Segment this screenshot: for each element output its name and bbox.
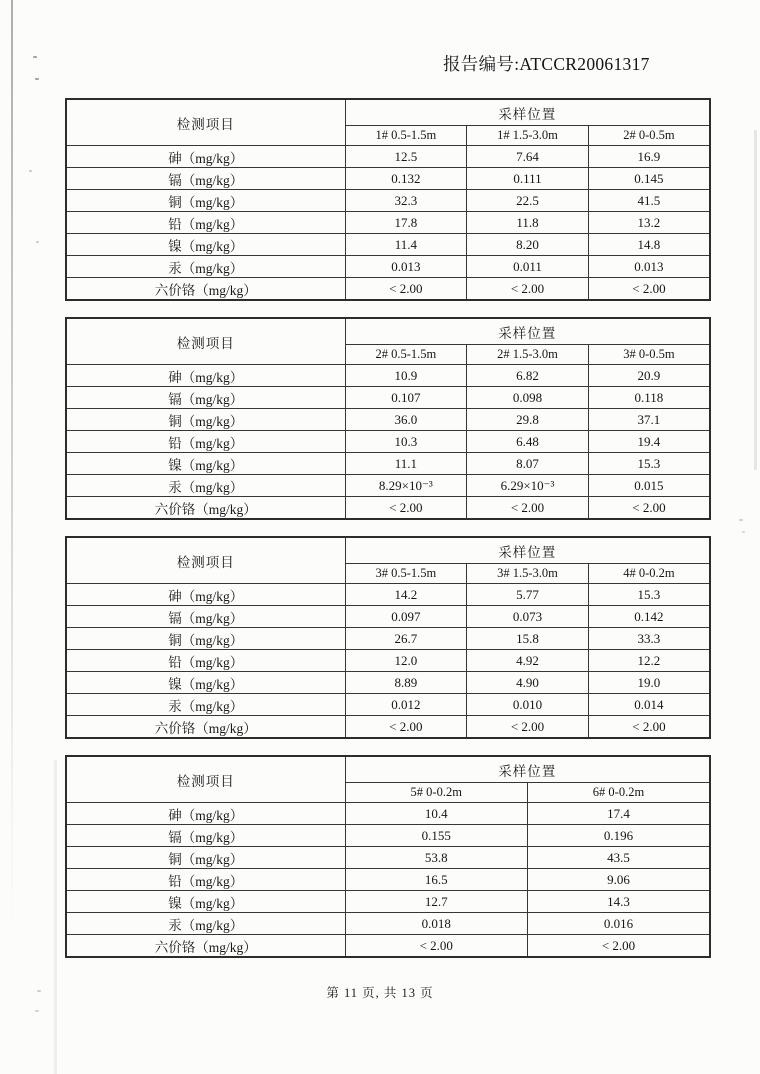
table-row bbox=[66, 212, 710, 234]
value-cell: 12.0 bbox=[345, 650, 467, 672]
value-cell: 32.3 bbox=[345, 190, 467, 212]
table-row bbox=[66, 146, 710, 168]
value-cell: 8.20 bbox=[467, 234, 589, 256]
value-cell: < 2.00 bbox=[467, 278, 589, 301]
scan-speck bbox=[37, 990, 41, 992]
value-cell: 10.4 bbox=[345, 803, 528, 825]
column-header-cell: 3# 0-0.5m bbox=[588, 345, 710, 365]
value-cell: 0.013 bbox=[588, 256, 710, 278]
value-cell: 15.8 bbox=[467, 628, 589, 650]
value-cell: < 2.00 bbox=[467, 716, 589, 739]
value-cell: 8.89 bbox=[345, 672, 467, 694]
location-header-cell: 采样位置 bbox=[345, 537, 710, 564]
scan-speck bbox=[35, 78, 39, 80]
value-cell: 7.64 bbox=[467, 146, 589, 168]
row-label-cell: 六价铬（mg/kg） bbox=[66, 716, 345, 739]
value-cell: 17.4 bbox=[528, 803, 711, 825]
value-cell: 0.016 bbox=[528, 913, 711, 935]
row-label-cell: 汞（mg/kg） bbox=[66, 913, 345, 935]
value-cell: < 2.00 bbox=[588, 497, 710, 520]
value-cell: 0.012 bbox=[345, 694, 467, 716]
table-row bbox=[66, 869, 710, 891]
value-cell: 12.5 bbox=[345, 146, 467, 168]
value-cell: 6.48 bbox=[467, 431, 589, 453]
table-row bbox=[66, 409, 710, 431]
scan-artifact-left-band bbox=[54, 760, 57, 1074]
row-label-cell: 镍（mg/kg） bbox=[66, 891, 345, 913]
value-cell: 9.06 bbox=[528, 869, 711, 891]
table-row bbox=[66, 628, 710, 650]
row-label-cell: 镍（mg/kg） bbox=[66, 234, 345, 256]
header-row bbox=[66, 537, 710, 564]
table-row bbox=[66, 387, 710, 409]
value-cell: < 2.00 bbox=[467, 497, 589, 520]
table-row bbox=[66, 584, 710, 606]
row-label-cell: 六价铬（mg/kg） bbox=[66, 278, 345, 301]
data-table-3 bbox=[65, 536, 711, 739]
value-cell: < 2.00 bbox=[528, 935, 711, 958]
value-cell: 4.92 bbox=[467, 650, 589, 672]
value-cell: < 2.00 bbox=[345, 278, 467, 301]
table-row bbox=[66, 497, 710, 520]
value-cell: 10.9 bbox=[345, 365, 467, 387]
row-label-cell: 铜（mg/kg） bbox=[66, 190, 345, 212]
value-cell: < 2.00 bbox=[345, 497, 467, 520]
table-row bbox=[66, 168, 710, 190]
column-header-cell: 1# 0.5-1.5m bbox=[345, 126, 467, 146]
row-label-cell: 砷（mg/kg） bbox=[66, 365, 345, 387]
table-row bbox=[66, 278, 710, 301]
row-label-cell: 镍（mg/kg） bbox=[66, 672, 345, 694]
item-header-cell: 检测项目 bbox=[66, 99, 345, 146]
table-row bbox=[66, 606, 710, 628]
value-cell: 0.073 bbox=[467, 606, 589, 628]
value-cell: 0.013 bbox=[345, 256, 467, 278]
value-cell: 22.5 bbox=[467, 190, 589, 212]
value-cell: 0.111 bbox=[467, 168, 589, 190]
value-cell: 53.8 bbox=[345, 847, 528, 869]
value-cell: 12.2 bbox=[588, 650, 710, 672]
row-label-cell: 镉（mg/kg） bbox=[66, 387, 345, 409]
row-label-cell: 铅（mg/kg） bbox=[66, 431, 345, 453]
value-cell: 5.77 bbox=[467, 584, 589, 606]
value-cell: < 2.00 bbox=[588, 278, 710, 301]
table-row bbox=[66, 256, 710, 278]
value-cell: 13.2 bbox=[588, 212, 710, 234]
table-row bbox=[66, 935, 710, 958]
row-label-cell: 铅（mg/kg） bbox=[66, 212, 345, 234]
scan-speck bbox=[742, 531, 745, 533]
column-header-cell: 3# 1.5-3.0m bbox=[467, 564, 589, 584]
value-cell: 8.29×10⁻³ bbox=[345, 475, 467, 497]
value-cell: 6.29×10⁻³ bbox=[467, 475, 589, 497]
value-cell: 12.7 bbox=[345, 891, 528, 913]
header-row bbox=[66, 99, 710, 126]
value-cell: 6.82 bbox=[467, 365, 589, 387]
value-cell: 15.3 bbox=[588, 453, 710, 475]
scan-artifact-left-line bbox=[11, 0, 13, 930]
table-row bbox=[66, 803, 710, 825]
page-footer: 第 11 页, 共 13 页 bbox=[326, 986, 434, 1000]
header-row bbox=[66, 318, 710, 345]
value-cell: 0.142 bbox=[588, 606, 710, 628]
location-header-cell: 采样位置 bbox=[345, 99, 710, 126]
table-row bbox=[66, 190, 710, 212]
value-cell: 29.8 bbox=[467, 409, 589, 431]
value-cell: 17.8 bbox=[345, 212, 467, 234]
row-label-cell: 砷（mg/kg） bbox=[66, 146, 345, 168]
value-cell: 0.018 bbox=[345, 913, 528, 935]
item-header-cell: 检测项目 bbox=[66, 537, 345, 584]
column-header-cell: 2# 0.5-1.5m bbox=[345, 345, 467, 365]
value-cell: 37.1 bbox=[588, 409, 710, 431]
row-label-cell: 砷（mg/kg） bbox=[66, 803, 345, 825]
column-header-cell: 5# 0-0.2m bbox=[345, 783, 528, 803]
column-header-cell: 3# 0.5-1.5m bbox=[345, 564, 467, 584]
location-header-cell: 采样位置 bbox=[345, 756, 710, 783]
row-label-cell: 铜（mg/kg） bbox=[66, 847, 345, 869]
scan-speck bbox=[35, 1010, 39, 1012]
value-cell: 0.107 bbox=[345, 387, 467, 409]
value-cell: < 2.00 bbox=[345, 935, 528, 958]
location-header-cell: 采样位置 bbox=[345, 318, 710, 345]
value-cell: 0.145 bbox=[588, 168, 710, 190]
report-number: 报告编号:ATCCR20061317 bbox=[443, 54, 650, 74]
scan-speck bbox=[36, 241, 39, 243]
row-label-cell: 砷（mg/kg） bbox=[66, 584, 345, 606]
value-cell: 0.097 bbox=[345, 606, 467, 628]
value-cell: 20.9 bbox=[588, 365, 710, 387]
row-label-cell: 镉（mg/kg） bbox=[66, 825, 345, 847]
row-label-cell: 铅（mg/kg） bbox=[66, 869, 345, 891]
table-row bbox=[66, 650, 710, 672]
value-cell: 0.014 bbox=[588, 694, 710, 716]
value-cell: 0.118 bbox=[588, 387, 710, 409]
column-header-cell: 6# 0-0.2m bbox=[528, 783, 711, 803]
scan-speck bbox=[29, 170, 32, 172]
row-label-cell: 镍（mg/kg） bbox=[66, 453, 345, 475]
value-cell: 26.7 bbox=[345, 628, 467, 650]
header-row bbox=[66, 756, 710, 783]
data-table-1 bbox=[65, 98, 711, 301]
value-cell: < 2.00 bbox=[345, 716, 467, 739]
table-row bbox=[66, 672, 710, 694]
row-label-cell: 汞（mg/kg） bbox=[66, 694, 345, 716]
table-row bbox=[66, 891, 710, 913]
scan-speck bbox=[739, 519, 743, 521]
row-label-cell: 镉（mg/kg） bbox=[66, 168, 345, 190]
table-row bbox=[66, 431, 710, 453]
column-header-cell: 2# 1.5-3.0m bbox=[467, 345, 589, 365]
row-label-cell: 六价铬（mg/kg） bbox=[66, 497, 345, 520]
value-cell: 4.90 bbox=[467, 672, 589, 694]
row-label-cell: 六价铬（mg/kg） bbox=[66, 935, 345, 958]
row-label-cell: 汞（mg/kg） bbox=[66, 256, 345, 278]
value-cell: 0.132 bbox=[345, 168, 467, 190]
table-row bbox=[66, 365, 710, 387]
value-cell: 10.3 bbox=[345, 431, 467, 453]
data-table-2 bbox=[65, 317, 711, 520]
value-cell: 43.5 bbox=[528, 847, 711, 869]
value-cell: 0.011 bbox=[467, 256, 589, 278]
row-label-cell: 铅（mg/kg） bbox=[66, 650, 345, 672]
value-cell: 0.155 bbox=[345, 825, 528, 847]
table-row bbox=[66, 847, 710, 869]
tables-container bbox=[65, 98, 711, 974]
table-row bbox=[66, 234, 710, 256]
row-label-cell: 汞（mg/kg） bbox=[66, 475, 345, 497]
value-cell: 0.098 bbox=[467, 387, 589, 409]
value-cell: 16.9 bbox=[588, 146, 710, 168]
row-label-cell: 镉（mg/kg） bbox=[66, 606, 345, 628]
value-cell: 0.015 bbox=[588, 475, 710, 497]
row-label-cell: 铜（mg/kg） bbox=[66, 409, 345, 431]
value-cell: 33.3 bbox=[588, 628, 710, 650]
value-cell: 16.5 bbox=[345, 869, 528, 891]
value-cell: 19.4 bbox=[588, 431, 710, 453]
table-row bbox=[66, 825, 710, 847]
scan-artifact-right-band bbox=[754, 130, 757, 470]
column-header-cell: 2# 0-0.5m bbox=[588, 126, 710, 146]
value-cell: 19.0 bbox=[588, 672, 710, 694]
column-header-cell: 1# 1.5-3.0m bbox=[467, 126, 589, 146]
value-cell: 8.07 bbox=[467, 453, 589, 475]
value-cell: 14.2 bbox=[345, 584, 467, 606]
value-cell: 14.3 bbox=[528, 891, 711, 913]
value-cell: 11.4 bbox=[345, 234, 467, 256]
value-cell: 15.3 bbox=[588, 584, 710, 606]
value-cell: 41.5 bbox=[588, 190, 710, 212]
table-row bbox=[66, 716, 710, 739]
table-row bbox=[66, 913, 710, 935]
item-header-cell: 检测项目 bbox=[66, 756, 345, 803]
value-cell: < 2.00 bbox=[588, 716, 710, 739]
value-cell: 36.0 bbox=[345, 409, 467, 431]
item-header-cell: 检测项目 bbox=[66, 318, 345, 365]
value-cell: 14.8 bbox=[588, 234, 710, 256]
table-row bbox=[66, 475, 710, 497]
table-row bbox=[66, 694, 710, 716]
table-row bbox=[66, 453, 710, 475]
data-table-4 bbox=[65, 755, 711, 958]
row-label-cell: 铜（mg/kg） bbox=[66, 628, 345, 650]
scan-speck bbox=[33, 56, 37, 58]
value-cell: 11.1 bbox=[345, 453, 467, 475]
value-cell: 0.010 bbox=[467, 694, 589, 716]
value-cell: 0.196 bbox=[528, 825, 711, 847]
column-header-cell: 4# 0-0.2m bbox=[588, 564, 710, 584]
value-cell: 11.8 bbox=[467, 212, 589, 234]
